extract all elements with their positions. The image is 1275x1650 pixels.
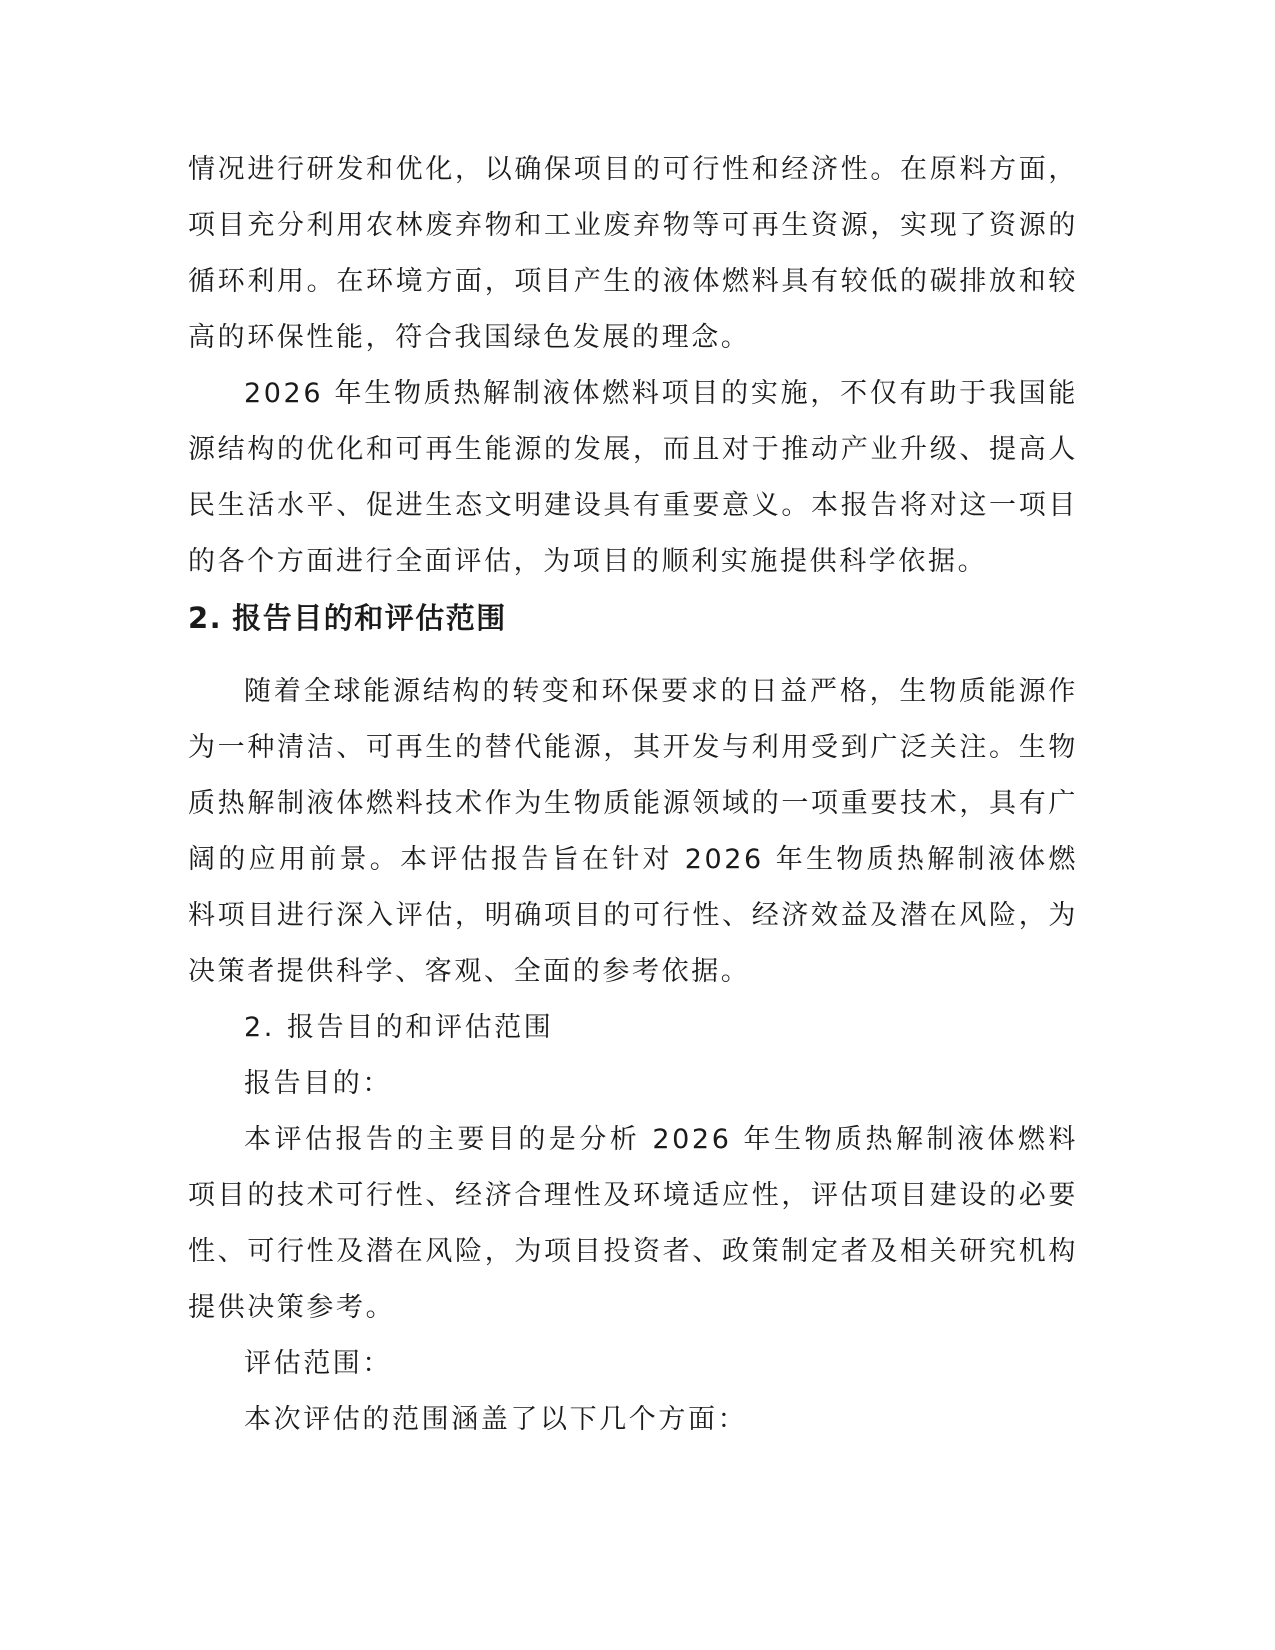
section-heading-number: 2. bbox=[188, 601, 223, 635]
paragraph-continuation: 情况进行研发和优化，以确保项目的可行性和经济性。在原料方面，项目充分利用农林废弃物和工业废弃物等可再生资源，实现了资源的循环利用。在环境方面，项目产生的液体燃料具有较低的碳排放和较高的环保性能，符合我国绿色发展的理念。 bbox=[188, 154, 1078, 353]
subheading-number: 2. bbox=[244, 1012, 275, 1043]
paragraph-project-significance: 2026 年生物质热解制液体燃料项目的实施，不仅有助于我国能源结构的优化和可再生能源的发展，而且对于推动产业升级、提高人民生活水平、促进生态文明建设具有重要意义。本报告将对这一项目的各个方面进行全面评估，为项目的顺利实施提供科学依据。 bbox=[188, 378, 1078, 577]
scope-label: 评估范围： bbox=[244, 1348, 392, 1379]
purpose-label: 报告目的： bbox=[244, 1068, 392, 1099]
subheading-title: 报告目的和评估范围 bbox=[286, 1012, 554, 1043]
section-heading bbox=[188, 592, 1078, 644]
document-body bbox=[188, 142, 1078, 1448]
paragraph-background: 随着全球能源结构的转变和环保要求的日益严格，生物质能源作为一种清洁、可再生的替代能源，其开发与利用受到广泛关注。生物质热解制液体燃料技术作为生物质能源领域的一项重要技术，具有广阔的应用前景。本评估报告旨在针对 2026 年生物质热解制液体燃料项目进行深入评估，明确项目的可行性、经济效益及潜在风险，为决策者提供科学、客观、全面的参考依据。 bbox=[188, 676, 1078, 987]
paragraph-purpose: 本评估报告的主要目的是分析 2026 年生物质热解制液体燃料项目的技术可行性、经济合理性及环境适应性，评估项目建设的必要性、可行性及潜在风险，为项目投资者、政策制定者及相关研究机构提供决策参考。 bbox=[188, 1124, 1078, 1323]
paragraph-scope: 本次评估的范围涵盖了以下几个方面： bbox=[244, 1404, 748, 1435]
section-heading-title: 报告目的和评估范围 bbox=[232, 601, 507, 635]
subheading bbox=[188, 1000, 1078, 1056]
